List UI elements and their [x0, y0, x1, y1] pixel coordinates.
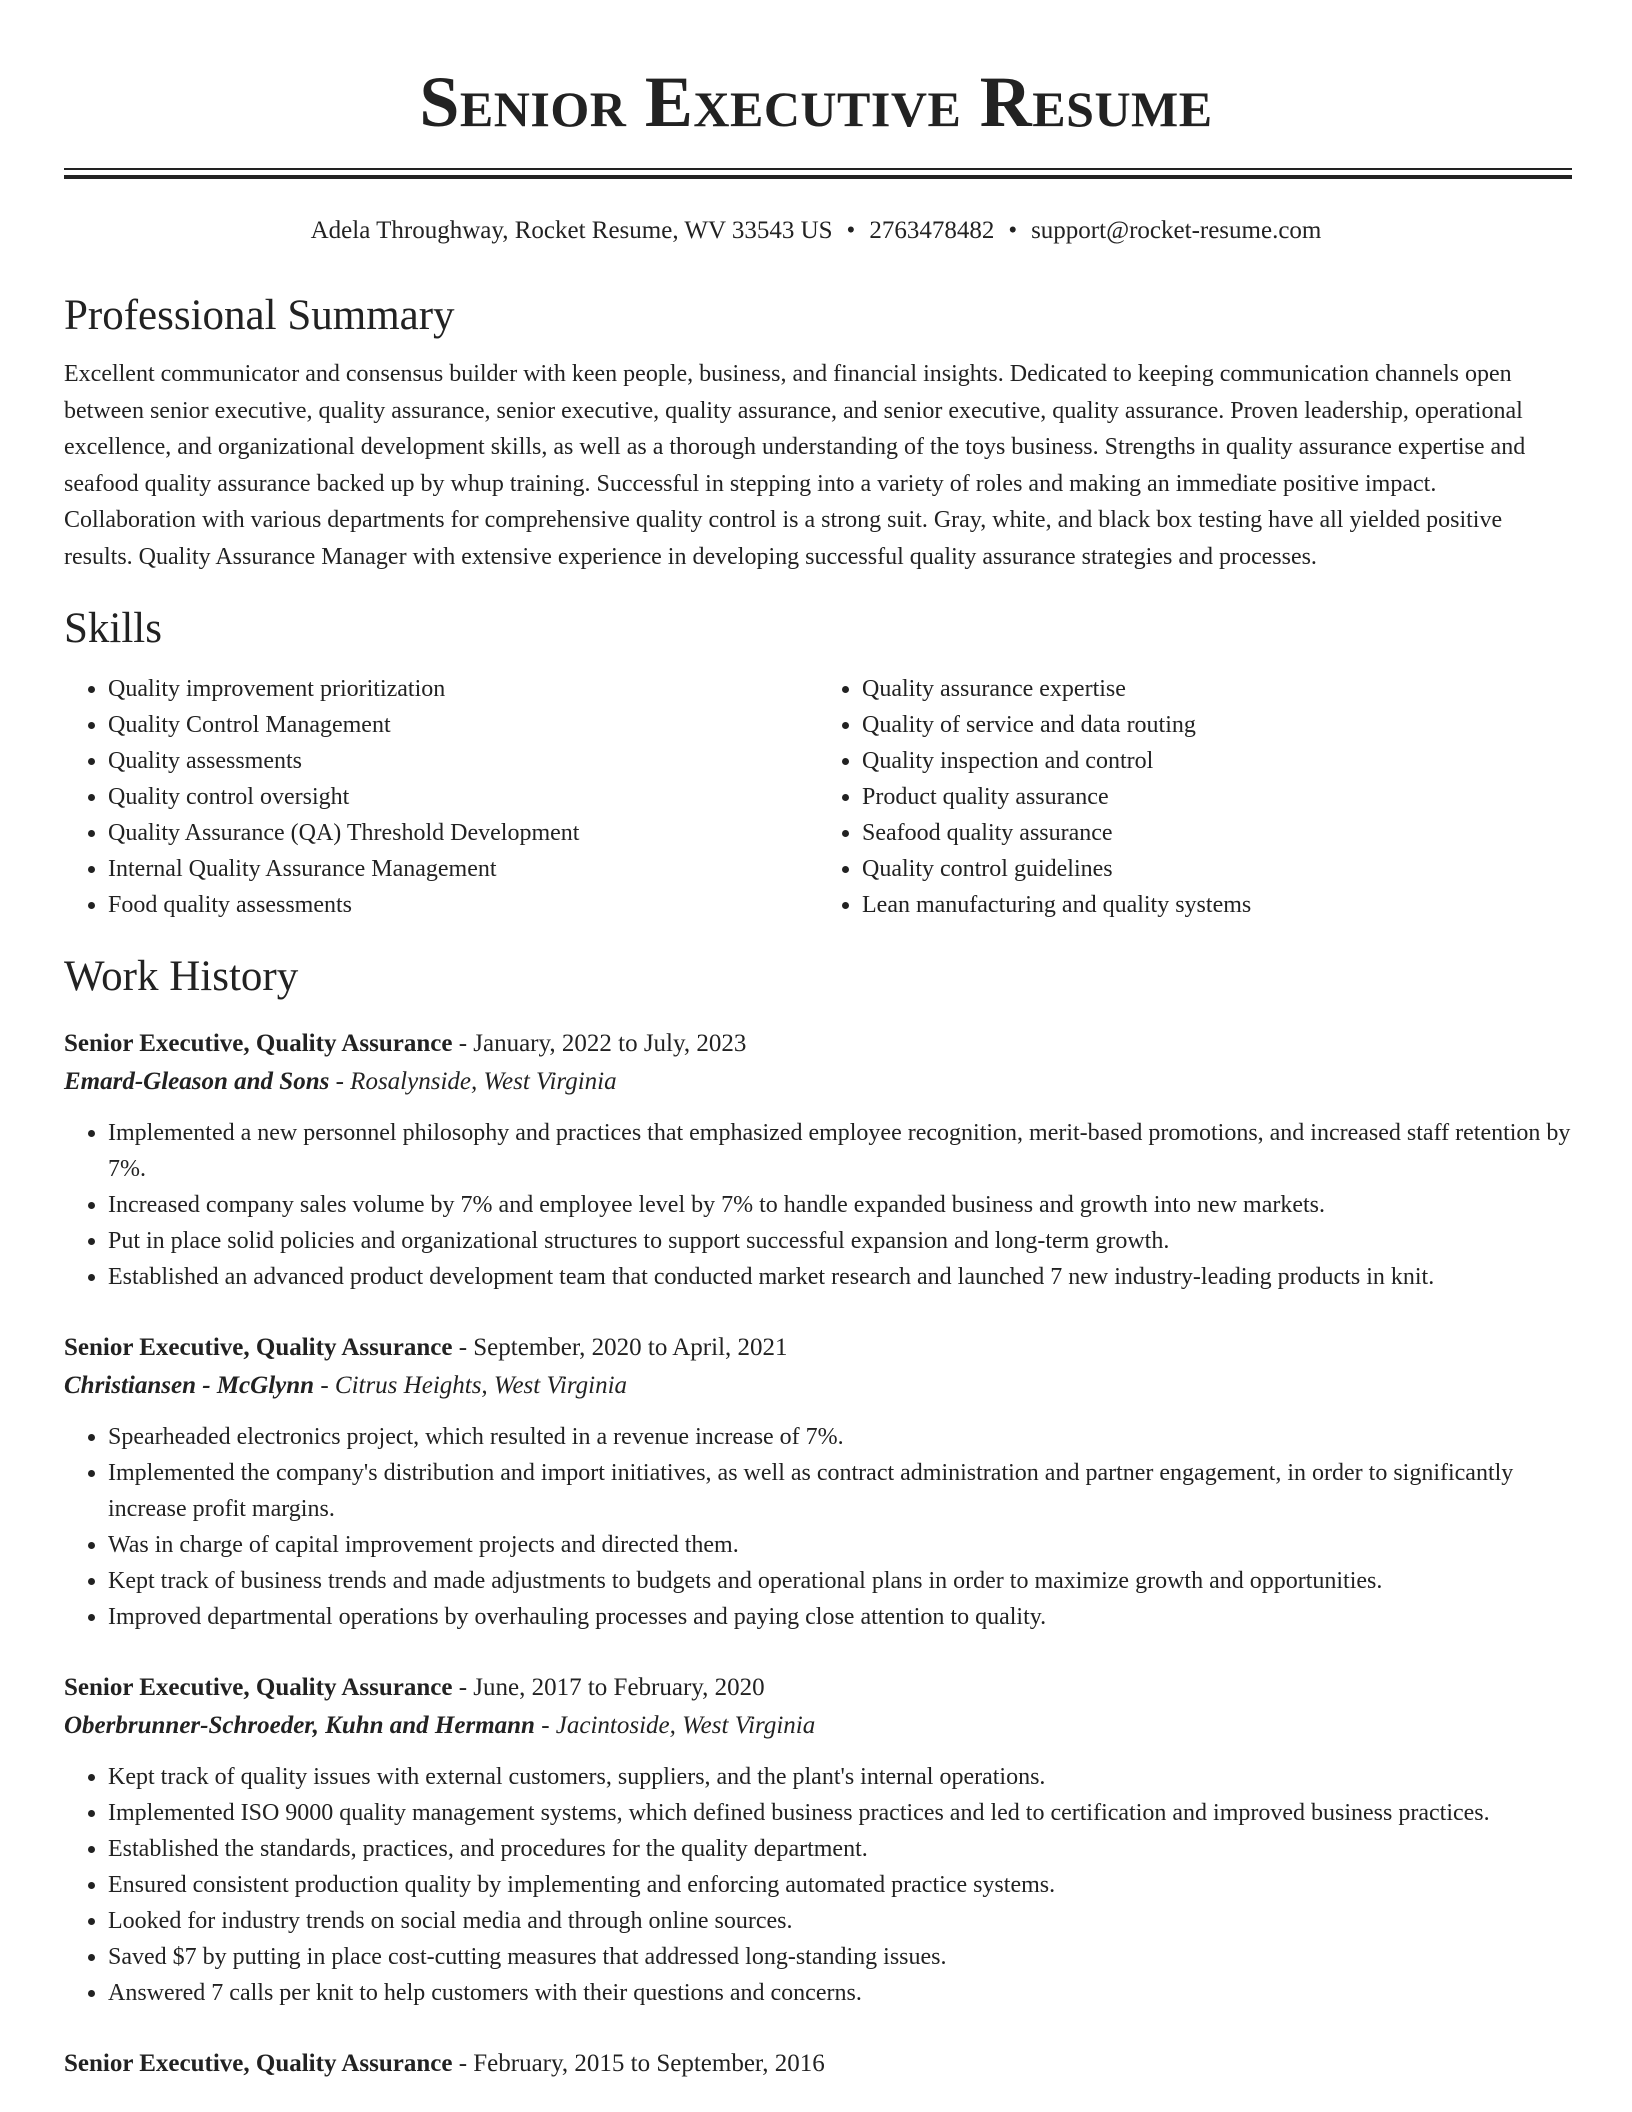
job-bullet: • Ensured consistent production quality by implementing and enforcing automated practice systems.: [108, 1867, 1572, 1903]
job-dates: - January, 2022 to July, 2023: [452, 1030, 747, 1057]
skill-item: • Quality assessments: [108, 743, 808, 779]
job-bullet: • Spearheaded electronics project, which resulted in a revenue increase of 7%.: [108, 1419, 1572, 1455]
skill-item: • Quality control oversight: [108, 779, 808, 815]
job-title-line: [64, 2045, 1572, 2083]
skill-item: • Quality improvement prioritization: [108, 671, 808, 707]
job-bullets: [64, 1759, 1572, 2011]
job-title: Senior Executive, Quality Assurance: [64, 1674, 453, 1701]
skills-list-left: [64, 671, 808, 923]
job-location: - Rosalynside, West Virginia: [329, 1068, 617, 1095]
contact-separator: •: [846, 217, 856, 244]
job-company-line: [64, 1367, 1572, 1405]
job-bullet: • Implemented a new personnel philosophy and practices that emphasized employee recognition, merit-based promotions, and increased staff retention by 7%.: [108, 1115, 1572, 1187]
skill-item: • Quality control guidelines: [862, 851, 1562, 887]
skill-item: • Lean manufacturing and quality systems: [862, 887, 1562, 923]
contact-separator: •: [1008, 217, 1018, 244]
skill-item: • Internal Quality Assurance Management: [108, 851, 808, 887]
job-entry: [64, 1669, 1572, 2011]
job-bullet: • Kept track of quality issues with external customers, suppliers, and the plant's internal operations.: [108, 1759, 1572, 1795]
skill-item: • Quality inspection and control: [862, 743, 1562, 779]
skill-item: • Food quality assessments: [108, 887, 808, 923]
job-bullet: • Looked for industry trends on social media and through online sources.: [108, 1903, 1572, 1939]
job-bullet: • Implemented ISO 9000 quality management systems, which defined business practices and led to certification and improved business practices.: [108, 1795, 1572, 1831]
job-title-line: [64, 1025, 1572, 1063]
skill-item: • Quality Assurance (QA) Threshold Development: [108, 815, 808, 851]
job-company: Emard-Gleason and Sons: [64, 1068, 330, 1095]
resume-content: [64, 290, 1572, 2083]
skills-section: [64, 603, 1572, 923]
job-location: - Citrus Heights, West Virginia: [314, 1372, 628, 1399]
job-title-line: [64, 1669, 1572, 1707]
skills-list-right: [818, 671, 1562, 923]
skill-item: • Quality assurance expertise: [862, 671, 1562, 707]
job-title-line: [64, 1329, 1572, 1367]
job-company: Oberbrunner-Schroeder, Kuhn and Hermann: [64, 1712, 535, 1739]
job-title: Senior Executive, Quality Assurance: [64, 2050, 453, 2077]
job-bullet: • Implemented the company's distribution and import initiatives, as well as contract administration and partner engagement, in order to significantly increase profit margins.: [108, 1455, 1572, 1527]
job-bullet: • Established the standards, practices, and procedures for the quality department.: [108, 1831, 1572, 1867]
job-bullet: • Improved departmental operations by overhauling processes and paying close attention to quality.: [108, 1599, 1572, 1635]
job-entry: [64, 1025, 1572, 1295]
job-bullets: [64, 1115, 1572, 1295]
job-bullet: • Established an advanced product development team that conducted market research and launched 7 new industry-leading products in knit.: [108, 1259, 1572, 1295]
contact-phone: 2763478482: [869, 217, 995, 244]
contact-email: support@rocket-resume.com: [1031, 217, 1322, 244]
job-company-line: [64, 1707, 1572, 1745]
summary-heading: Professional Summary: [64, 292, 455, 339]
job-bullet: • Put in place solid policies and organizational structures to support successful expansion and long-term growth.: [108, 1223, 1572, 1259]
skill-item: • Seafood quality assurance: [862, 815, 1562, 851]
work-history-section: [64, 951, 1572, 2083]
job-bullet: • Answered 7 calls per knit to help customers with their questions and concerns.: [108, 1975, 1572, 2011]
skill-item: • Quality of service and data routing: [862, 707, 1562, 743]
summary-text: Excellent communicator and consensus builder with keen people, business, and financial insights. Dedicated to keeping communication channels open between senior executive, quality assurance, senior executive, quality assurance, and senior executive, quality assurance. Proven leadership, operational excellence, and organizational development skills, as well as a thorough understanding of the toys business. Strengths in quality assurance expertise and seafood quality assurance backed up by whup training. Successful in stepping into a variety of roles and making an immediate positive impact. Collaboration with various departments for comprehensive quality control is a strong suit. Gray, white, and black box testing have all yielded positive results. Quality Assurance Manager with extensive experience in developing successful quality assurance strategies and processes.: [64, 361, 1526, 570]
title-divider-thick: [64, 175, 1572, 179]
work-history-heading: Work History: [64, 953, 299, 1000]
job-bullets: [64, 1419, 1572, 1635]
job-dates: - September, 2020 to April, 2021: [452, 1334, 788, 1361]
resume-title: Senior Executive Resume: [419, 62, 1213, 142]
job-location: - Jacintoside, West Virginia: [534, 1712, 816, 1739]
skill-item: • Quality Control Management: [108, 707, 808, 743]
skills-heading: Skills: [64, 605, 162, 652]
skill-item: • Product quality assurance: [862, 779, 1562, 815]
job-bullet: • Kept track of business trends and made adjustments to budgets and operational plans in order to maximize growth and opportunities.: [108, 1563, 1572, 1599]
summary-section: [64, 290, 1572, 575]
job-company: Christiansen - McGlynn: [64, 1372, 315, 1399]
job-bullet: • Increased company sales volume by 7% and employee level by 7% to handle expanded business and growth into new markets.: [108, 1187, 1572, 1223]
job-bullet: • Saved $7 by putting in place cost-cutting measures that addressed long-standing issues.: [108, 1939, 1572, 1975]
skills-columns: [64, 671, 1572, 923]
job-bullet: • Was in charge of capital improvement projects and directed them.: [108, 1527, 1572, 1563]
title-divider-thin: [64, 168, 1572, 170]
job-dates: - February, 2015 to September, 2016: [452, 2050, 825, 2077]
contact-line: [0, 216, 1632, 246]
job-entry: [64, 2045, 1572, 2083]
job-entry: [64, 1329, 1572, 1635]
job-list: [64, 1025, 1572, 2083]
job-company-line: [64, 1063, 1572, 1101]
contact-address: Adela Throughway, Rocket Resume, WV 33543 US: [310, 217, 833, 244]
job-title: Senior Executive, Quality Assurance: [64, 1030, 453, 1057]
job-dates: - June, 2017 to February, 2020: [452, 1674, 765, 1701]
job-title: Senior Executive, Quality Assurance: [64, 1334, 453, 1361]
